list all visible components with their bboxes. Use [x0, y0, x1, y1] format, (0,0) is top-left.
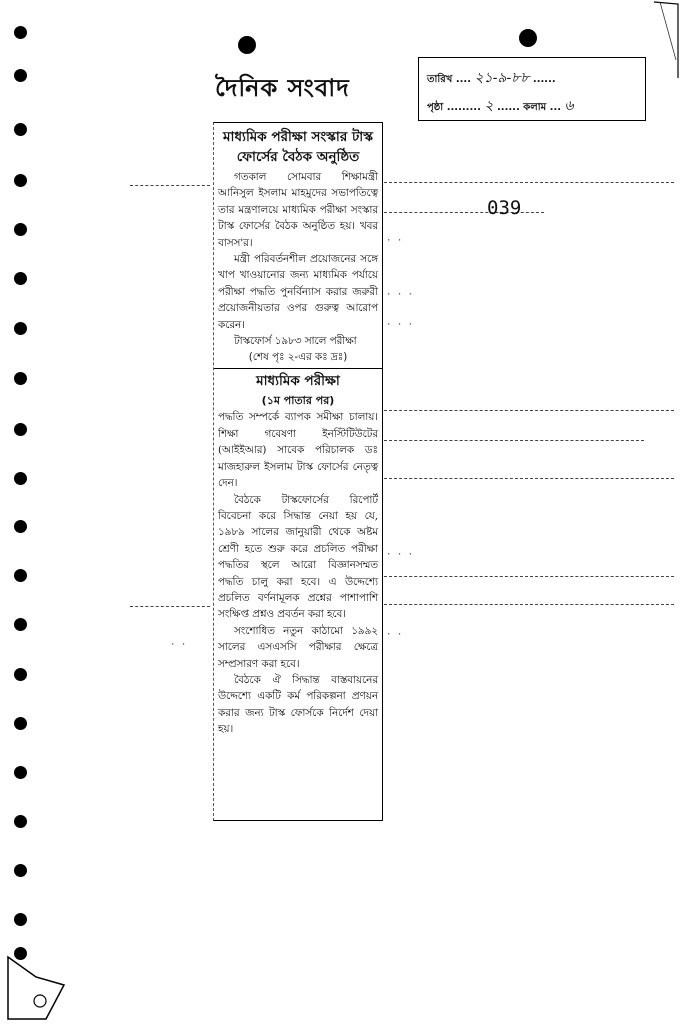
scan-line — [384, 410, 674, 411]
clipping-divider — [214, 368, 382, 369]
news-clipping — [213, 122, 383, 821]
scan-line — [384, 604, 674, 605]
scan-line — [130, 606, 210, 607]
punch-hole — [14, 423, 27, 436]
stamp-page-label: পৃষ্ঠা — [427, 102, 444, 113]
scan-speck: · · · — [386, 320, 414, 330]
punch-hole — [14, 569, 27, 582]
punch-hole — [14, 69, 27, 82]
continuation-headline: মাধ্যমিক পরীক্ষা — [256, 373, 340, 390]
punch-hole — [14, 815, 27, 828]
scan-line — [384, 440, 644, 441]
filing-hole — [238, 36, 256, 54]
punch-hole — [14, 472, 27, 485]
clipping-headline: মাধ্যমিক পরীক্ষা সংস্কার টাস্ক ফোর্সের বৈঠক অনুষ্ঠিত — [223, 129, 373, 165]
scan-speck: · · — [170, 640, 187, 650]
stamp-page-value: ২ — [484, 98, 494, 114]
punch-hole — [14, 668, 27, 681]
punch-hole — [14, 766, 27, 779]
clipping-paragraph: পদ্ধতি সম্পর্কে ব্যাপক সমীক্ষা চালায়। শিক্ষা গবেষণা ইনস্টিটিউটের (আইইআর) সাবেক পরিচালক ডঃ মাজহারুল ইসলাম টাস্ক ফোর্সের নেতৃত্ব দেন। — [218, 411, 378, 490]
clipping-paragraph: বৈঠকে ঐ সিদ্ধান্ত বাস্তবায়নের উদ্দেশ্যে একটি কর্ম পরিকল্পনা প্রণয়ন করার জন্য টাস্ক ফোর্সকে নির্দেশ দেয়া হয়। — [218, 673, 378, 736]
stamp-date-value: ২১-৯-৮৮ — [474, 70, 530, 86]
punch-hole — [14, 272, 27, 285]
scan-line — [130, 185, 210, 186]
clipping-paragraph: বৈঠকে টাস্কফোর্সের রিপোর্ট বিবেচনা করে সিদ্ধান্ত নেয়া হয় যে, ১৯৮৯ সালের জানুয়ারী থেকে অষ্টম শ্রেণী হতে শুরু করে প্রচলিত পরীক্ষা পদ্ধতির স্থলে আরো বিজ্ঞানসম্মত পদ্ধতি চালু করা হবে। এ উদ্দেশ্যে প্রচলিত বর্ণনামূলক প্রশ্নের পাশাপাশি সংক্ষিপ্ত প্রশ্নও প্রবর্তন করা হবে। — [218, 493, 378, 621]
scan-line — [384, 182, 674, 183]
stamp-date-label: তারিখ — [427, 74, 453, 85]
continued-note: (শেষ পৃঃ ২-এর কঃ দ্রঃ) — [248, 351, 348, 364]
punch-hole — [14, 174, 27, 187]
punch-hole — [14, 123, 27, 136]
punch-hole — [14, 223, 27, 236]
clipping-paragraph: মন্ত্রী পরিবর্তনশীল প্রয়োজনের সঙ্গে খাপ খাওয়ানোর জন্য মাধ্যমিক পর্যায়ে পরীক্ষা পদ্ধতি পুনর্বিন্যাস করার জরুরী প্রয়োজনীয়তার ওপর গুরুত্ব আরোপ করেন। — [218, 253, 378, 331]
scan-line — [384, 478, 674, 479]
punch-hole — [14, 717, 27, 730]
page-edge-curl — [650, 0, 680, 80]
scan-speck: · · — [386, 630, 403, 640]
punch-hole — [14, 913, 27, 926]
clipping-paragraph: টাস্কফোর্স ১৯৮৩ সালে পরীক্ষা — [234, 335, 357, 348]
scan-speck: · · · — [386, 550, 414, 560]
continuation-subheading: (১ম পাতার পর) — [261, 394, 335, 408]
punch-hole — [14, 520, 27, 533]
newspaper-name: দৈনিক সংবাদ — [215, 73, 350, 102]
stamp-column-label: কলাম — [523, 102, 547, 113]
punch-hole — [14, 26, 27, 39]
punch-hole — [14, 618, 27, 631]
date-stamp: তারিখ .... ২১-৯-৮৮ ...... পৃষ্ঠা ......... ২ ...... কলাম ... ৬ — [418, 57, 646, 121]
scan-line — [384, 576, 674, 577]
filing-hole — [519, 29, 537, 47]
punch-hole — [14, 864, 27, 877]
document-number: 039 — [487, 197, 522, 219]
scan-speck: · · · — [386, 290, 414, 300]
punch-hole — [14, 322, 27, 335]
folded-corner — [6, 955, 66, 1021]
punch-hole — [14, 372, 27, 385]
scan-speck: · · — [386, 236, 403, 246]
stamp-column-value: ৬ — [564, 98, 574, 114]
clipping-paragraph: সংশোধিত নতুন কাঠামো ১৯৯২ সালের এসএসসি পরীক্ষার ক্ষেত্রে সম্প্রসারণ করা হবে। — [218, 624, 378, 670]
clipping-paragraph: গতকাল সোমবার শিক্ষামন্ত্রী আনিসুল ইসলাম মাহমুদের সভাপতিত্বে তার মন্ত্রণালয়ে মাধ্যমিক পরীক্ষা সংস্কার টাস্ক ফোর্সের বৈঠক অনুষ্ঠিত হয়। খবর বাসস'র। — [218, 171, 378, 249]
